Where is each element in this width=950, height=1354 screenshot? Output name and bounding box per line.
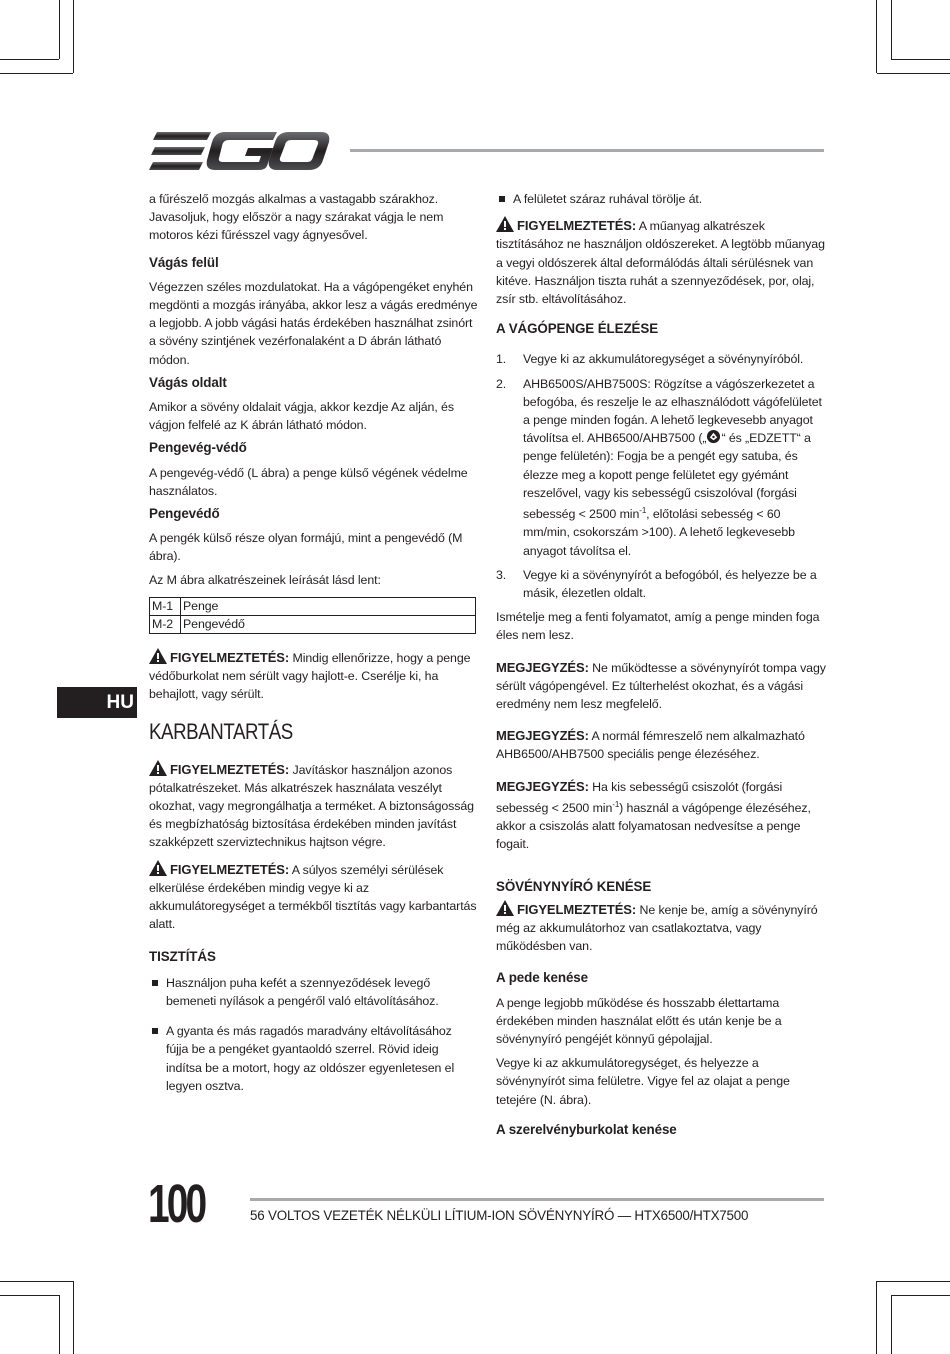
warning-icon: [496, 216, 514, 232]
crop-mark: [891, 59, 950, 60]
warning-label: FIGYELMEZTETÉS:: [517, 901, 637, 917]
list-item: [496, 566, 828, 602]
warning-battery: [149, 860, 479, 934]
crop-mark: [0, 1295, 59, 1296]
note-text: Ha kis sebességű csiszolót (forgási sebesség < 2500 min: [496, 779, 783, 815]
step-number: 3.: [496, 567, 507, 582]
step-text: AHB6500S/AHB7500S: Rögzítse a vágószerkezetet a befogóba, és reszelje le az elhasználódott vágófelületet a penge minden fogán. A lehető legkevesebb anyagot távolítsa el. AHB6500/AHB7500 („: [523, 376, 822, 446]
blade-lube-text: A penge legjobb működése és hosszabb élettartama érdekében minden használat előtt és után kenje be a sövénynyíró pengéjét könnyű gépolajjal.: [496, 995, 782, 1046]
language-tab: HU: [57, 687, 137, 718]
warning-label: FIGYELMEZTETÉS:: [170, 861, 290, 877]
footer-title: 56 VOLTOS VEZETÉK NÉLKÜLI LÍTIUM-ION SÖVÉNYNYÍRÓ — HTX6500/HTX7500: [250, 1208, 749, 1223]
lube-heading: SÖVÉNYNYÍRÓ KENÉSE: [496, 878, 652, 894]
step-text: Vegye ki az akkumulátoregységet a sövénynyíróból.: [523, 352, 804, 367]
sharpen-heading: A VÁGÓPENGE ÉLEZÉSE: [496, 321, 659, 337]
note-label: MEGJEGYZÉS:: [496, 659, 589, 675]
list-item: [496, 190, 828, 208]
step-text: , előtolási sebesség < 60 mm/min, csokorszám >100). A lehető legkevesebb anyagot távolítsa el.: [523, 507, 795, 558]
warning-label: FIGYELMEZTETÉS:: [170, 649, 290, 665]
warning-text: A műanyag alkatrészek tisztításához ne használjon oldószereket. A legtöbb műanyag a vegyi oldószerek által deformálódás általi sérülésnek van kitéve. Használjon tiszta ruhát a szennyeződések, por, olaj, zsír stb. eltávolításához.: [496, 219, 825, 307]
part-key: M-2: [150, 615, 181, 633]
part-value: Penge: [181, 597, 476, 615]
step-sup: -1: [639, 506, 647, 516]
warning-plastic: [496, 216, 828, 308]
note-sup: -1: [612, 799, 620, 809]
warning-icon: [496, 900, 514, 916]
header-rule: [350, 149, 824, 152]
list-item: [149, 1022, 466, 1095]
warning-lube: [496, 900, 828, 956]
note-label: MEGJEGYZÉS:: [496, 728, 589, 744]
part-value: Pengevédő: [181, 615, 476, 633]
intro-text: a fűrészelő mozgás alkalmas a vastagabb szárakhoz. Javasoljuk, hogy először a nagy szárakat vágja le nem motoros kézi fűrésszel vagy ágnyesővel.: [149, 192, 444, 243]
crop-mark: [73, 1281, 74, 1354]
note-grinder: [496, 778, 828, 854]
ego-logo: [149, 130, 331, 172]
bullet-text: A gyanta és más ragadós maradvány eltávolításához fújja be a pengéket gyantaoldó szerrel. Rövid ideig indítsa be a motort, hogy az oldószer egyenletesen el legyen osztva.: [166, 1024, 455, 1093]
crop-mark: [0, 73, 73, 74]
table-row: [150, 597, 476, 615]
warning-icon: [149, 860, 167, 876]
warning-label: FIGYELMEZTETÉS:: [517, 218, 637, 234]
blade-guard-heading: Pengevédő: [149, 506, 220, 522]
list-item: [496, 375, 828, 560]
table-row: [150, 615, 476, 633]
blade-guard-text: A pengék külső része olyan formájú, mint a pengevédő (M ábra).: [149, 531, 463, 564]
step-number: 1.: [496, 352, 507, 367]
side-cut-heading: Vágás oldalt: [149, 374, 227, 390]
warning-text: Javításkor használjon azonos pótalkatrészeket. Más alkatrészek használata veszélyt okozhat, vagy megrongálhatja a terméket. A biztonságosság és megbízhatóság biztosítása érdekében minden javítást szakképzett szerviztechnikus hajtson végre.: [149, 762, 474, 850]
parts-table: [149, 597, 476, 634]
crop-mark: [877, 1281, 950, 1282]
bullet-text: A felületet száraz ruhával törölje át.: [513, 192, 703, 206]
tip-guard-heading: Pengevég-védő: [149, 440, 247, 456]
list-item: [496, 350, 828, 368]
warning-text: A súlyos személyi sérülések elkerülése érdekében mindig vegye ki az akkumulátoregységet a termékből tisztítás vagy karbantartás alatt.: [149, 862, 477, 932]
warning-label: FIGYELMEZTETÉS:: [170, 761, 290, 777]
bullet-text: Használjon puha kefét a szennyeződések levegő bemeneti nyílások a pengéről való eltávolításához.: [166, 975, 439, 1008]
crop-mark: [59, 1295, 60, 1354]
bullet-icon: [499, 196, 505, 202]
tip-guard-text: A pengevég-védő (L ábra) a penge külső végének védelme használatos.: [149, 465, 468, 498]
blade-lube-heading: A pede kenése: [496, 970, 588, 986]
crop-mark: [891, 0, 892, 59]
step-text: Vegye ki a sövénynyírót a befogóból, és helyezze be a másik, élezetlen oldalt.: [523, 567, 817, 600]
repeat-text: Ismételje meg a fenti folyamatot, amíg a penge minden foga éles nem lesz.: [496, 610, 820, 643]
crop-mark: [876, 0, 877, 73]
maintenance-heading: KARBANTARTÁS: [149, 719, 293, 745]
crop-mark: [891, 1295, 950, 1296]
crop-mark: [891, 1295, 892, 1354]
warning-icon: [149, 760, 167, 776]
top-cut-text: Végezzen széles mozdulatokat. Ha a vágópengéket enyhén megdönti a mozgás irányába, akkor lesz a vágás eredménye a legjobb. A jobb vágási hatás érdekében használhat zsinórt a sövény szintjének vezérfonalaként a D ábrán látható módon.: [149, 279, 478, 367]
warning-text: Ne kenje be, amíg a sövénynyíró még az akkumulátorhoz van csatlakoztatva, vagy működésben van.: [496, 902, 818, 954]
crop-mark: [0, 59, 59, 60]
gear-lube-heading: A szerelvényburkolat kenése: [496, 1121, 677, 1137]
blade-lube-text: Vegye ki az akkumulátoregységet, és helyezze a sövénynyírót sima felületre. Vigye fel az olajat a penge tetejére (N. ábra).: [496, 1056, 790, 1107]
note-text: Ne működtesse a sövénynyírót tompa vagy sérült vágópengével. Ez túlterhelést okozhat, és a vágási eredmény nem lesz megfelelő.: [496, 660, 826, 711]
warning-blade-guard: [149, 648, 479, 704]
warning-icon: [149, 648, 167, 664]
right-column: [496, 190, 828, 1139]
cleaning-heading: TISZTÍTÁS: [149, 948, 216, 964]
note-file: [496, 727, 828, 763]
bullet-icon: [152, 1028, 158, 1034]
list-item: [149, 974, 466, 1010]
note-text: ) használ a vágópenge élezéséhez, akkor a csiszolás alatt folyamatosan nedvesítse a penge fogait.: [496, 800, 811, 852]
hardened-blade-icon: [706, 429, 721, 444]
crop-mark: [0, 1281, 73, 1282]
warning-text: Mindig ellenőrizze, hogy a penge védőburkolat nem sérült vagy hajlott-e. Cserélje ki, ha behajlott, vagy sérült.: [149, 650, 471, 702]
side-cut-text: Amikor a sövény oldalait vágja, akkor kezdje Az alján, és vágjon felfelé az K ábrán látható módon.: [149, 400, 454, 433]
page-number: 100: [148, 1174, 205, 1234]
crop-mark: [59, 0, 60, 59]
note-label: MEGJEGYZÉS:: [496, 778, 589, 794]
step-text: “ és „EDZETT“ a penge felületén): Fogja be a pengét egy satuba, és élezze meg a kopott penge felületet egy gyémánt reszelővel, vagy kis sebességű csiszolóval (forgási sebesség < 2500 min: [523, 431, 811, 522]
crop-mark: [877, 73, 950, 74]
note-text: A normál fémreszelő nem alkalmazható AHB6500/AHB7500 speciális penge élezéséhez.: [496, 729, 805, 762]
note-blunt-blade: [496, 659, 828, 714]
crop-mark: [876, 1281, 877, 1354]
part-key: M-1: [150, 597, 181, 615]
left-column: [149, 190, 479, 1095]
step-number: 2.: [496, 376, 507, 391]
parts-intro: Az M ábra alkatrészeinek leírását lásd lent:: [149, 572, 381, 587]
footer-rule: [250, 1198, 824, 1201]
bullet-icon: [152, 980, 158, 986]
warning-repair: [149, 760, 479, 852]
crop-mark: [73, 0, 74, 73]
top-cut-heading: Vágás felül: [149, 254, 219, 270]
